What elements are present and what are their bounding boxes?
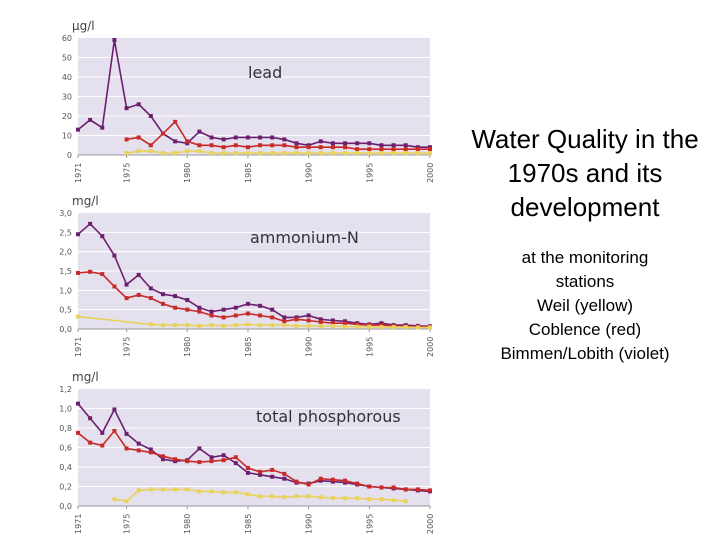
data-point-red xyxy=(234,455,238,459)
data-point-red xyxy=(173,457,177,461)
data-point-red xyxy=(125,137,129,141)
data-point-yellow xyxy=(367,151,371,155)
y-tick-label: 20 xyxy=(61,112,72,121)
data-point-red xyxy=(343,321,347,325)
data-point-yellow xyxy=(185,149,189,153)
data-point-violet xyxy=(246,471,250,475)
data-point-yellow xyxy=(392,498,396,502)
slide-title: Water Quality in the 1970s and its development xyxy=(471,124,699,222)
y-tick-label: 0 xyxy=(66,151,72,160)
data-point-yellow xyxy=(258,323,262,327)
data-point-yellow xyxy=(294,151,298,155)
data-point-yellow xyxy=(210,489,214,493)
data-point-yellow xyxy=(210,151,214,155)
data-point-red xyxy=(258,313,262,317)
y-tick-label: 0,5 xyxy=(59,305,72,315)
data-point-violet xyxy=(137,442,141,446)
data-point-yellow xyxy=(125,499,129,503)
data-point-red xyxy=(428,147,432,151)
data-point-violet xyxy=(319,139,323,143)
data-point-yellow xyxy=(379,325,383,329)
data-point-red xyxy=(246,145,250,149)
data-point-red xyxy=(76,271,80,275)
data-point-yellow xyxy=(355,151,359,155)
data-point-yellow xyxy=(137,149,141,153)
data-point-yellow xyxy=(319,324,323,328)
data-point-red xyxy=(100,444,104,448)
data-point-yellow xyxy=(161,487,165,491)
data-point-violet xyxy=(100,126,104,130)
data-point-red xyxy=(76,431,80,435)
data-point-red xyxy=(222,145,226,149)
data-point-red xyxy=(234,313,238,317)
data-point-red xyxy=(100,272,104,276)
data-point-red xyxy=(270,143,274,147)
data-point-yellow xyxy=(185,323,189,327)
x-tick-label: 1995 xyxy=(365,162,375,183)
data-point-red xyxy=(88,441,92,445)
x-tick-label: 1980 xyxy=(183,336,193,357)
data-point-violet xyxy=(222,453,226,457)
data-point-yellow xyxy=(319,495,323,499)
data-point-violet xyxy=(125,106,129,110)
y-tick-label: 0,8 xyxy=(59,424,72,433)
data-point-yellow xyxy=(149,149,153,153)
data-point-red xyxy=(258,143,262,147)
data-point-red xyxy=(234,143,238,147)
data-point-yellow xyxy=(294,494,298,498)
data-point-yellow xyxy=(270,151,274,155)
y-axis-label: mg/l xyxy=(72,370,99,384)
x-tick-label: 1995 xyxy=(365,336,375,357)
data-point-yellow xyxy=(282,323,286,327)
x-tick-label: 1975 xyxy=(122,162,132,183)
data-point-yellow xyxy=(379,497,383,501)
x-tick-label: 2000 xyxy=(426,513,435,534)
y-tick-label: 0,6 xyxy=(59,443,72,453)
data-point-yellow xyxy=(416,151,420,155)
data-point-yellow xyxy=(210,323,214,327)
x-tick-label: 1990 xyxy=(304,336,314,357)
data-point-violet xyxy=(112,407,116,411)
data-point-red xyxy=(210,459,214,463)
data-point-red xyxy=(355,147,359,151)
data-point-violet xyxy=(112,254,116,258)
data-point-yellow xyxy=(197,324,201,328)
data-point-yellow xyxy=(258,494,262,498)
data-point-red xyxy=(379,485,383,489)
y-tick-label: 0,0 xyxy=(59,502,72,511)
y-tick-label: 40 xyxy=(61,73,72,82)
data-point-yellow xyxy=(355,496,359,500)
data-point-yellow xyxy=(343,496,347,500)
data-point-violet xyxy=(392,143,396,147)
x-tick-label: 1980 xyxy=(183,162,193,183)
chart-title: ammonium-N xyxy=(250,228,359,247)
data-point-violet xyxy=(246,135,250,139)
data-point-yellow xyxy=(246,151,250,155)
data-point-violet xyxy=(88,118,92,122)
data-point-red xyxy=(270,315,274,319)
data-point-red xyxy=(319,320,323,324)
data-point-red xyxy=(258,470,262,474)
slide-subtitle xyxy=(462,246,708,366)
data-point-yellow xyxy=(173,487,177,491)
y-tick-label: 50 xyxy=(61,53,72,63)
y-tick-label: 30 xyxy=(61,92,72,102)
y-tick-label: 60 xyxy=(61,34,72,43)
data-point-red xyxy=(404,487,408,491)
data-point-yellow xyxy=(161,151,165,155)
y-tick-label: 2,0 xyxy=(59,247,72,257)
data-point-yellow xyxy=(173,151,177,155)
y-tick-label: 1,2 xyxy=(59,385,72,394)
data-point-yellow xyxy=(331,496,335,500)
data-point-red xyxy=(246,466,250,470)
data-point-red xyxy=(294,317,298,321)
y-tick-label: 2,5 xyxy=(59,228,72,238)
data-point-violet xyxy=(149,286,153,290)
y-tick-label: 3,0 xyxy=(59,209,72,218)
data-point-violet xyxy=(137,273,141,277)
data-point-violet xyxy=(76,128,80,132)
data-point-red xyxy=(210,143,214,147)
data-point-yellow xyxy=(367,325,371,329)
data-point-red xyxy=(294,145,298,149)
data-point-violet xyxy=(331,141,335,145)
data-point-red xyxy=(307,318,311,322)
data-point-red xyxy=(282,319,286,323)
data-point-red xyxy=(137,448,141,452)
y-axis-label: mg/l xyxy=(72,194,99,208)
data-point-yellow xyxy=(355,325,359,329)
x-tick-label: 1985 xyxy=(243,513,253,534)
data-point-violet xyxy=(197,306,201,310)
data-point-yellow xyxy=(294,324,298,328)
data-point-yellow xyxy=(404,151,408,155)
y-tick-label: 0,0 xyxy=(59,325,72,334)
data-point-violet xyxy=(76,232,80,236)
data-point-red xyxy=(294,480,298,484)
data-point-red xyxy=(392,147,396,151)
data-point-red xyxy=(137,293,141,297)
data-point-yellow xyxy=(185,487,189,491)
data-point-red xyxy=(331,145,335,149)
x-tick-label: 1975 xyxy=(122,336,132,357)
data-point-yellow xyxy=(222,490,226,494)
data-point-yellow xyxy=(149,487,153,491)
data-point-violet xyxy=(282,315,286,319)
x-tick-label: 1975 xyxy=(122,513,132,534)
x-tick-label: 1995 xyxy=(365,513,375,534)
data-point-violet xyxy=(125,283,129,287)
data-point-red xyxy=(149,450,153,454)
x-tick-label: 1971 xyxy=(74,513,83,534)
y-tick-label: 1,5 xyxy=(59,267,72,276)
data-point-yellow xyxy=(416,325,420,329)
data-point-red xyxy=(343,145,347,149)
data-point-yellow xyxy=(222,324,226,328)
data-point-yellow xyxy=(404,325,408,329)
data-point-red xyxy=(319,145,323,149)
y-tick-label: 1,0 xyxy=(59,286,72,296)
data-point-red xyxy=(161,132,165,136)
x-tick-label: 1985 xyxy=(243,336,253,357)
data-point-red xyxy=(392,485,396,489)
y-tick-label: 0,4 xyxy=(59,463,72,472)
data-point-yellow xyxy=(234,323,238,327)
data-point-yellow xyxy=(125,151,129,155)
data-point-yellow xyxy=(331,324,335,328)
data-point-violet xyxy=(343,141,347,145)
x-tick-label: 1990 xyxy=(304,513,314,534)
data-point-red xyxy=(173,120,177,124)
data-point-violet xyxy=(222,137,226,141)
x-tick-label: 2000 xyxy=(426,336,435,357)
x-tick-label: 1971 xyxy=(74,162,83,183)
data-point-yellow xyxy=(404,499,408,503)
data-point-yellow xyxy=(234,490,238,494)
data-point-violet xyxy=(125,432,129,436)
x-tick-label: 1985 xyxy=(243,162,253,183)
data-point-red xyxy=(88,270,92,274)
data-point-red xyxy=(161,454,165,458)
data-point-red xyxy=(185,308,189,312)
data-point-red xyxy=(428,488,432,492)
data-point-red xyxy=(331,478,335,482)
data-point-yellow xyxy=(392,151,396,155)
data-point-red xyxy=(404,147,408,151)
x-tick-label: 1990 xyxy=(304,162,314,183)
data-point-violet xyxy=(185,298,189,302)
data-point-red xyxy=(197,460,201,464)
data-point-red xyxy=(307,483,311,487)
data-point-violet xyxy=(197,446,201,450)
data-point-red xyxy=(210,313,214,317)
data-point-red xyxy=(197,143,201,147)
y-tick-label: 0,2 xyxy=(59,482,72,492)
data-point-yellow xyxy=(234,151,238,155)
data-point-violet xyxy=(367,141,371,145)
subtitle-line: Weil (yellow) xyxy=(536,296,634,315)
data-point-red xyxy=(355,482,359,486)
data-point-violet xyxy=(270,475,274,479)
data-point-red xyxy=(319,477,323,481)
data-point-violet xyxy=(355,141,359,145)
data-point-red xyxy=(197,310,201,314)
data-point-yellow xyxy=(307,324,311,328)
subtitle-line: stations xyxy=(555,272,615,291)
data-point-violet xyxy=(149,114,153,118)
data-point-red xyxy=(307,145,311,149)
data-point-red xyxy=(222,315,226,319)
data-point-yellow xyxy=(343,325,347,329)
subtitle-line: Coblence (red) xyxy=(528,320,642,339)
data-point-red xyxy=(282,472,286,476)
data-point-red xyxy=(185,139,189,143)
chart-title: total phosphorous xyxy=(256,407,401,426)
data-point-yellow xyxy=(367,497,371,501)
data-point-violet xyxy=(88,222,92,226)
x-tick-label: 1971 xyxy=(74,336,83,357)
data-point-red xyxy=(270,468,274,472)
data-point-violet xyxy=(100,234,104,238)
data-point-violet xyxy=(210,135,214,139)
data-point-violet xyxy=(307,313,311,317)
data-point-red xyxy=(173,306,177,310)
data-point-yellow xyxy=(76,315,80,319)
data-point-yellow xyxy=(270,323,274,327)
data-point-yellow xyxy=(197,149,201,153)
data-point-violet xyxy=(137,102,141,106)
data-point-yellow xyxy=(246,322,250,326)
data-point-yellow xyxy=(137,488,141,492)
data-point-yellow xyxy=(112,497,116,501)
data-point-violet xyxy=(112,38,116,42)
data-point-red xyxy=(125,446,129,450)
data-point-yellow xyxy=(307,494,311,498)
data-point-violet xyxy=(234,306,238,310)
data-point-violet xyxy=(270,135,274,139)
data-point-yellow xyxy=(343,151,347,155)
data-point-violet xyxy=(379,143,383,147)
slide-text xyxy=(462,122,708,366)
y-tick-label: 1,0 xyxy=(59,404,72,414)
subtitle-line: at the monitoring xyxy=(521,248,649,267)
data-point-violet xyxy=(294,141,298,145)
data-point-red xyxy=(416,487,420,491)
data-point-violet xyxy=(404,143,408,147)
data-point-yellow xyxy=(282,495,286,499)
data-point-violet xyxy=(100,431,104,435)
data-point-red xyxy=(112,429,116,433)
data-point-yellow xyxy=(173,323,177,327)
ammonium-chart xyxy=(0,190,450,370)
data-point-violet xyxy=(282,477,286,481)
data-point-yellow xyxy=(319,151,323,155)
data-point-red xyxy=(367,485,371,489)
data-point-red xyxy=(149,296,153,300)
data-point-yellow xyxy=(379,151,383,155)
data-point-red xyxy=(367,147,371,151)
data-point-yellow xyxy=(282,151,286,155)
data-point-yellow xyxy=(246,492,250,496)
data-point-yellow xyxy=(149,322,153,326)
data-point-yellow xyxy=(197,489,201,493)
data-point-violet xyxy=(234,135,238,139)
lead-chart xyxy=(0,0,450,190)
data-point-violet xyxy=(258,135,262,139)
data-point-violet xyxy=(197,130,201,134)
data-point-violet xyxy=(210,455,214,459)
data-point-red xyxy=(379,147,383,151)
x-tick-label: 1980 xyxy=(183,513,193,534)
data-point-red xyxy=(185,459,189,463)
data-point-red xyxy=(125,296,129,300)
data-point-violet xyxy=(161,292,165,296)
data-point-red xyxy=(282,143,286,147)
data-point-violet xyxy=(234,461,238,465)
data-point-violet xyxy=(88,416,92,420)
data-point-yellow xyxy=(161,323,165,327)
data-point-violet xyxy=(173,139,177,143)
chart-title: lead xyxy=(248,63,283,82)
data-point-red xyxy=(149,143,153,147)
data-point-violet xyxy=(258,304,262,308)
data-point-yellow xyxy=(222,151,226,155)
data-point-violet xyxy=(270,308,274,312)
data-point-yellow xyxy=(258,151,262,155)
data-point-yellow xyxy=(428,151,432,155)
y-tick-label: 10 xyxy=(61,131,72,141)
data-point-red xyxy=(137,135,141,139)
data-point-violet xyxy=(222,308,226,312)
data-point-yellow xyxy=(331,151,335,155)
data-point-red xyxy=(416,147,420,151)
data-point-violet xyxy=(246,302,250,306)
data-point-yellow xyxy=(270,494,274,498)
data-point-violet xyxy=(282,137,286,141)
data-point-yellow xyxy=(428,325,432,329)
data-point-violet xyxy=(210,310,214,314)
phosphorous-chart xyxy=(0,370,450,540)
x-tick-label: 2000 xyxy=(426,162,435,183)
data-point-red xyxy=(112,284,116,288)
data-point-yellow xyxy=(392,325,396,329)
data-point-violet xyxy=(76,402,80,406)
data-point-red xyxy=(343,479,347,483)
y-axis-label: µg/l xyxy=(72,19,95,33)
data-point-red xyxy=(222,458,226,462)
data-point-yellow xyxy=(307,151,311,155)
subtitle-line: Bimmen/Lobith (violet) xyxy=(500,344,670,363)
data-point-red xyxy=(161,302,165,306)
data-point-violet xyxy=(173,294,177,298)
data-point-red xyxy=(246,312,250,316)
